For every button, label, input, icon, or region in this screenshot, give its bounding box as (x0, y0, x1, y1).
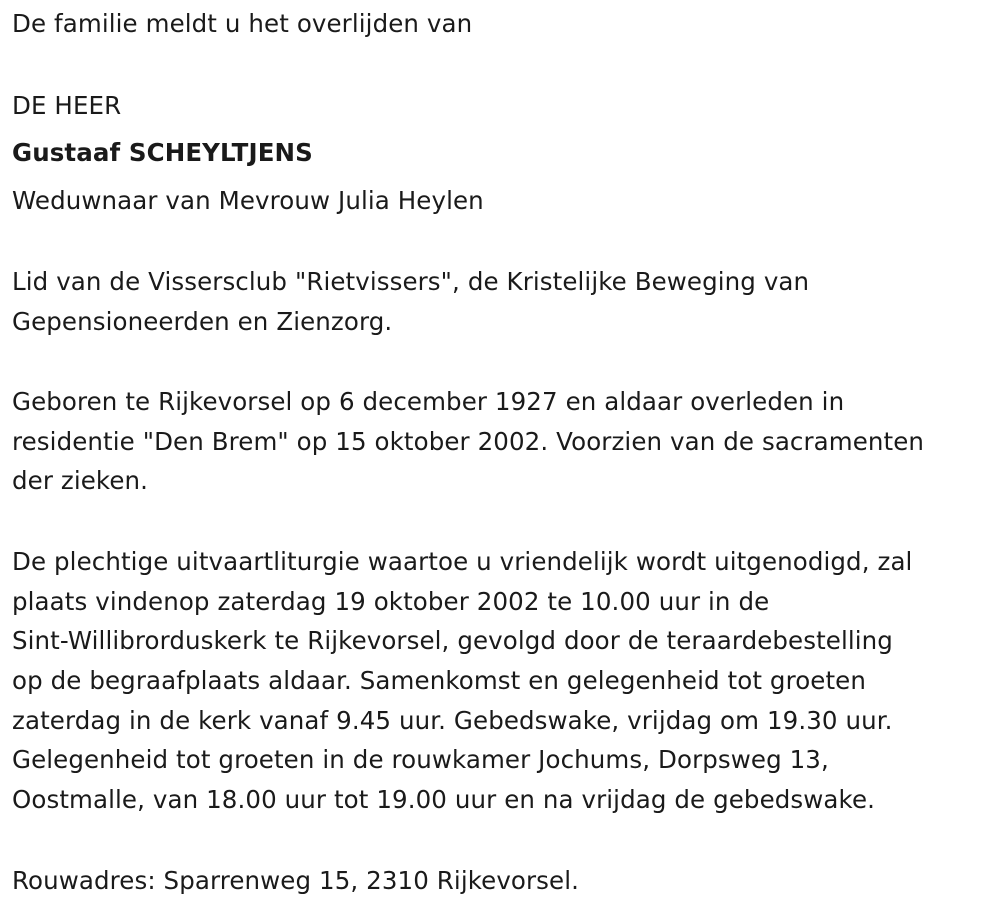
ceremony-line: op de begraafplaats aldaar. Samenkomst en gelegenheid tot groeten (12, 666, 866, 695)
honorific: DE HEER (12, 91, 122, 120)
ceremony-line: plaats vindenop zaterdag 19 oktober 2002 te 10.00 uur in de (12, 587, 770, 616)
ceremony-line: Gelegenheid tot groeten in de rouwkamer Jochums, Dorpsweg 13, (12, 745, 829, 774)
spouse-line: Weduwnaar van Mevrouw Julia Heylen (12, 186, 484, 215)
ceremony-line: zaterdag in de kerk vanaf 9.45 uur. Gebedswake, vrijdag om 19.30 uur. (12, 706, 893, 735)
membership-line: Lid van de Vissersclub "Rietvissers", de Kristelijke Beweging van (12, 267, 810, 296)
birth-death-line: Geboren te Rijkevorsel op 6 december 1927 en aldaar overleden in (12, 387, 845, 416)
mourning-address: Rouwadres: Sparrenweg 15, 2310 Rijkevorsel. (12, 866, 580, 895)
birth-death-line: der zieken. (12, 466, 149, 495)
ceremony-line: De plechtige uitvaartliturgie waartoe u vriendelijk wordt uitgenodigd, zal (12, 547, 913, 576)
birth-death-line: residentie "Den Brem" op 15 oktober 2002. Voorzien van de sacramenten (12, 427, 925, 456)
ceremony-line: Sint-Willibrorduskerk te Rijkevorsel, gevolgd door de teraardebestelling (12, 626, 893, 655)
deceased-name: Gustaaf SCHEYLTJENS (12, 138, 313, 167)
membership-line: Gepensioneerden en Zienzorg. (12, 307, 393, 336)
ceremony-line: Oostmalle, van 18.00 uur tot 19.00 uur en na vrijdag de gebedswake. (12, 785, 876, 814)
intro-text: De familie meldt u het overlijden van (12, 9, 473, 38)
